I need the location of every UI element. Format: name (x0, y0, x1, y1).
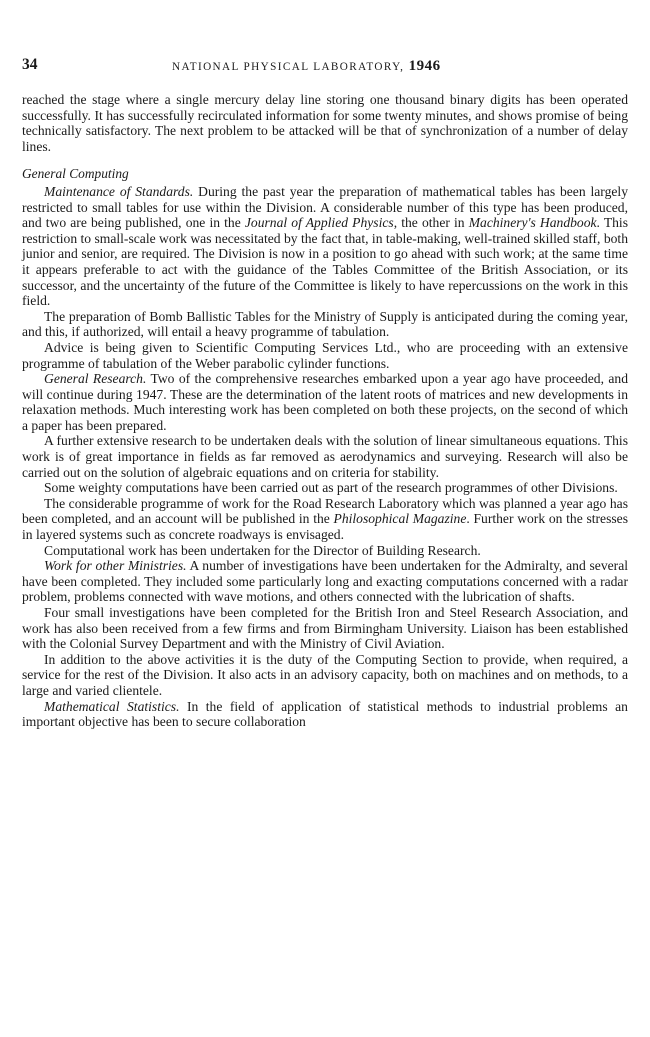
running-head-title: NATIONAL PHYSICAL LABORATORY, (172, 61, 405, 73)
paragraph-text: . Further work on the stresses in layered systems such as concrete roadways is envisaged. (22, 511, 628, 543)
page-body (22, 92, 628, 730)
runin-heading: Work for other Ministries. (44, 558, 187, 574)
page-number: 34 (22, 56, 38, 73)
runin-heading: Mathematical Statistics. (44, 698, 180, 714)
paragraph-text: The considerable programme of work for the Road Research Laboratory which was planned a year ago has been completed, and an account will be published in the (22, 495, 628, 527)
section-heading: General Computing (22, 166, 129, 182)
paragraph-bomb-ballistic: The preparation of Bomb Ballistic Tables for the Ministry of Supply is anticipated during the coming year, and this, if authorized, will entail a heavy programme of tabulation. (22, 308, 628, 340)
running-head (172, 58, 441, 75)
paragraph-text: Two of the comprehensive researches embarked upon a year ago have proceeded, and will continue during 1947. These are the determination of the latent roots of matrices and new developments in relaxation methods. Much interesting work has been completed on both these projects, on the second of which a paper has been prepared. (22, 371, 628, 433)
page-header (22, 58, 628, 76)
paragraph-road-research (22, 496, 628, 543)
journal-title: Journal of Applied Physics (244, 215, 394, 231)
paragraph-iron-steel: Four small investigations have been completed for the British Iron and Steel Research Association, and work has also been received from a few firms and from Birmingham University. Liaison has been established with the Colonial Survey Department and with the Ministry of Civil Aviation. (22, 605, 628, 652)
paragraph-maintenance-of-standards (22, 184, 628, 309)
magazine-title: Philosophical Magazine (333, 511, 467, 527)
paragraph-text: During the past year the preparation of mathematical tables has been largely restricted to small tables for use within the Division. A considerable number of this type has been produced, and two are being published, one in the (22, 183, 628, 231)
paragraph-text: A number of investigations have been undertaken for the Admiralty, and several have been completed. They included some particularly long and exacting computations concerned with a radar problem, problems connected with wave motions, and others connected with the lubrication of shafts. (22, 558, 629, 605)
runin-heading: General Research. (44, 371, 147, 387)
paragraph-linear-equations: A further extensive research to be undertaken deals with the solution of linear simultaneous equations. This work is of great importance in fields as far removed as aerodynamics and surveying. Research will also be carried out on the solution of algebraic equations and on criteria for stability. (22, 433, 628, 480)
paragraph-mathematical-statistics (22, 699, 628, 730)
running-head-year: 1946 (408, 58, 441, 74)
paragraph-computing-section: In addition to the above activities it is the duty of the Computing Section to provide, when required, a service for the rest of the Division. It also acts in an advisory capacity, both on machines and on methods, to a large and varied clientele. (22, 651, 628, 698)
runin-heading: Maintenance of Standards. (44, 183, 194, 199)
paragraph-building-research: Computational work has been undertaken for the Director of Building Research. (44, 542, 481, 558)
paragraph-weber-functions: Advice is being given to Scientific Computing Services Ltd., who are proceeding with an extensive programme of tabulation of the Weber parabolic cylinder functions. (22, 339, 628, 371)
paragraph-other-ministries (22, 558, 628, 605)
paragraph-text: , the other in (393, 215, 469, 231)
handbook-title: Machinery's Handbook (468, 215, 597, 231)
intro-paragraph: reached the stage where a single mercury delay line storing one thousand binary digits has been operated successfully. It has successfully recirculated information for some twenty minutes, and shows promise of being technically satisfactory. The next problem to be attacked will be that of synchronization of a number of delay lines. (22, 92, 628, 154)
paragraph-text: . This restriction to small-scale work was necessitated by the fact that, in table-making, well-trained skilled staff, both junior and senior, are required. The Division is now in a position to go ahead with such work; at the same time it appears preferable to act with the guidance of the Tables Committee of the British Association, or its successor, and the uncertainty of the future of the Committee is likely to have repercussions on the work in this field. (22, 215, 628, 309)
paragraph-other-divisions: Some weighty computations have been carried out as part of the research programmes of other Divisions. (44, 480, 618, 496)
paragraph-general-research (22, 371, 628, 433)
paragraph-text: In the field of application of statistical methods to industrial problems an important objective has been to secure collaboration (22, 698, 628, 730)
